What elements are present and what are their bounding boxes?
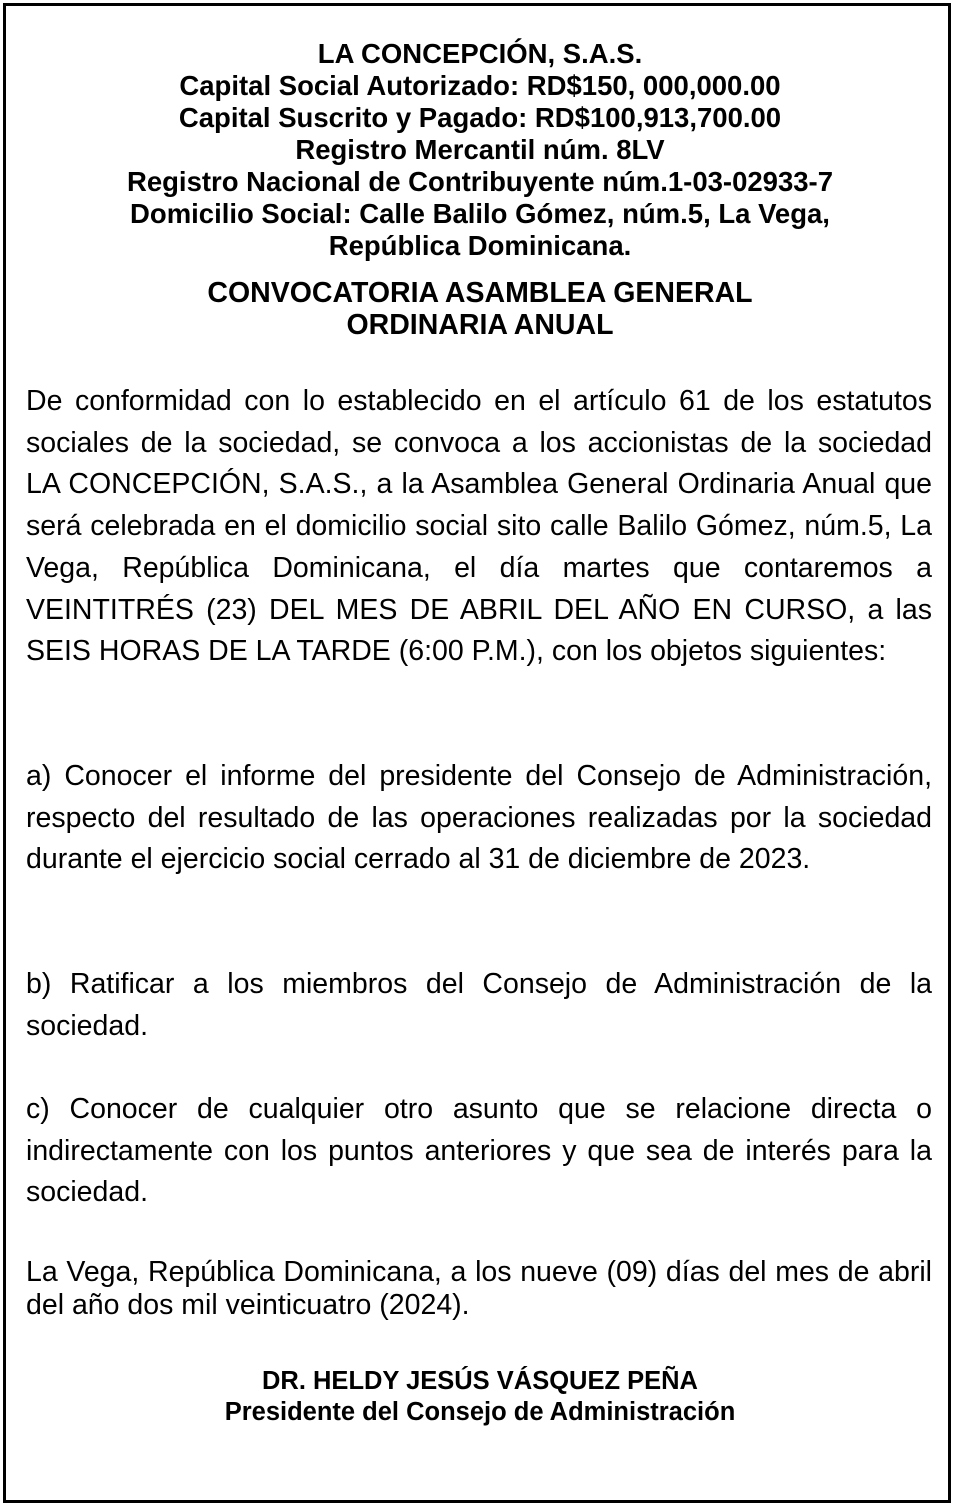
signatory-role: Presidente del Consejo de Administración — [224, 1398, 736, 1426]
company-name: LA CONCEPCIÓN, S.A.S. — [317, 38, 643, 69]
agenda-item-c: c) Conocer de cualquier otro asunto que se relacione directa o indirectamente con los puntos anteriores y que sea de interés para la sociedad. — [26, 1093, 932, 1209]
commercial-registry: Registro Mercantil núm. 8LV — [295, 134, 665, 165]
company-header — [6, 38, 954, 262]
signature-block — [6, 1366, 954, 1428]
agenda-item-b: b) Ratificar a los miembros del Consejo de Administración de la sociedad. — [26, 968, 932, 1042]
domicile-line-1: Domicilio Social: Calle Balilo Gómez, núm.5, La Vega, — [130, 198, 830, 229]
agenda-item-a: a) Conocer el informe del presidente del Consejo de Administración, respecto del resultado de las operaciones realizadas por la sociedad durante el ejercicio social cerrado al 31 de diciembre de 2023. — [26, 760, 932, 876]
notice-title — [6, 277, 954, 341]
signatory-name: DR. HELDY JESÚS VÁSQUEZ PEÑA — [262, 1367, 698, 1395]
notice-title-line-1: CONVOCATORIA ASAMBLEA GENERAL — [207, 277, 753, 309]
dateline-paragraph: La Vega, República Dominicana, a los nueve (09) días del mes de abril del año dos mil veinticuatro (2024). — [26, 1256, 932, 1321]
subscribed-capital: Capital Suscrito y Pagado: RD$100,913,700.00 — [178, 102, 782, 133]
notice-border — [3, 3, 951, 1503]
intro-paragraph: De conformidad con lo establecido en el artículo 61 de los estatutos sociales de la sociedad, se convoca a los accionistas de la sociedad LA CONCEPCIÓN, S.A.S., a la Asamblea General Ordinaria Anual que será celebrada en el domicilio social sito calle Balilo Gómez, núm.5, La Vega, República Dominicana, el día martes que contaremos a VEINTITRÉS (23) DEL MES DE ABRIL DEL AÑO EN CURSO, a las SEIS HORAS DE LA TARDE (6:00 P.M.), con los objetos siguientes: — [26, 385, 932, 668]
domicile-line-2: República Dominicana. — [328, 230, 632, 261]
taxpayer-registry: Registro Nacional de Contribuyente núm.1-03-02933-7 — [126, 166, 834, 197]
authorized-capital: Capital Social Autorizado: RD$150, 000,000.00 — [179, 70, 781, 101]
notice-title-line-2: ORDINARIA ANUAL — [346, 309, 614, 341]
